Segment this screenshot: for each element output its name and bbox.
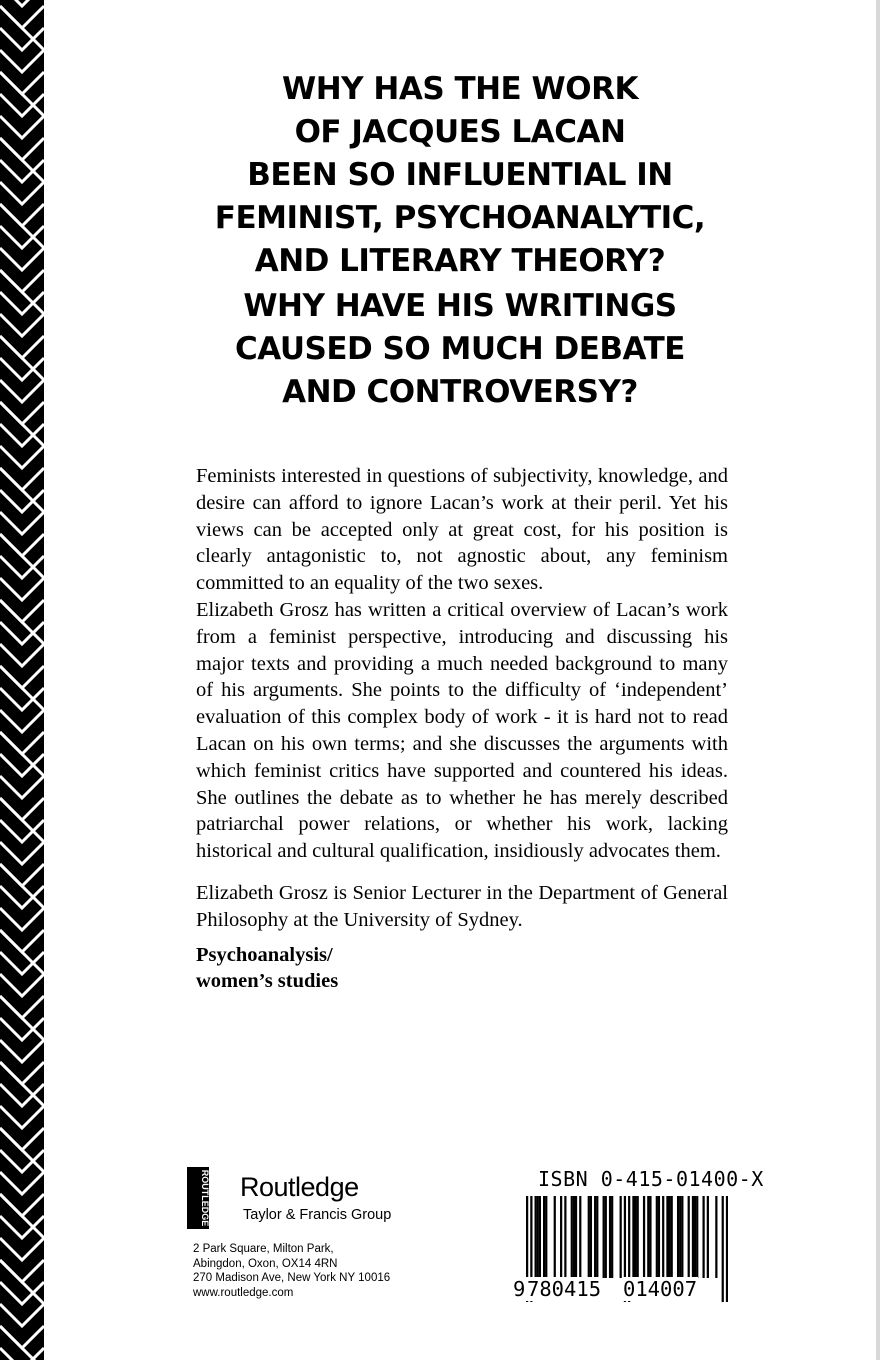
barcode-bar <box>702 1196 704 1278</box>
barcode-bar <box>722 1196 724 1302</box>
barcode-bar <box>554 1196 556 1278</box>
headline-line: OF JACQUES LACAN <box>294 114 626 150</box>
barcode-bar <box>571 1196 573 1278</box>
routledge-logo-icon <box>186 1167 210 1229</box>
barcode-bar <box>688 1196 690 1278</box>
blurb-paragraph-overview: Elizabeth Grosz has written a critical overview of Lacan’s work from a feminist perspective, introducing and discussing his major texts and providing a much needed background to many of his arguments. She points to the difficulty of ‘independent’ evaluation of this complex body of work - it is hard not to read Lacan on his own terms; and she discusses the arguments with which feminist critics have supported and countered his ideas. She outlines the debate as to whether he has merely described patriarchal power relations, or whether his work, lacking historical and cultural qualification, insidiously advocates them. <box>196 599 728 863</box>
barcode-bar <box>620 1196 622 1278</box>
barcode-bar <box>679 1196 681 1278</box>
barcode-bar <box>579 1196 581 1278</box>
headline-question-controversy <box>150 285 770 414</box>
barcode-bar <box>543 1196 545 1278</box>
barcode-bar <box>590 1196 592 1278</box>
barcode-bar <box>594 1196 596 1278</box>
headline-question-influence <box>150 68 770 283</box>
barcode-bar <box>605 1196 607 1278</box>
barcode-bar <box>632 1196 634 1278</box>
barcode-first-digit: 9 <box>513 1277 526 1301</box>
subject-line: Psychoanalysis/ <box>196 944 333 966</box>
barcode-bar <box>662 1196 664 1278</box>
headline-line: WHY HAVE HIS WRITINGS <box>243 288 677 324</box>
barcode-bar <box>637 1196 639 1278</box>
barcode-left-digits: 780415 <box>527 1277 602 1301</box>
address-line: Abingdon, Oxon, OX14 4RN <box>193 1257 338 1270</box>
barcode-bar <box>539 1196 541 1278</box>
page-edge <box>876 0 880 1360</box>
subject-line: women’s studies <box>196 970 339 992</box>
barcode-bar <box>588 1196 590 1278</box>
logo-wordmark: ROUTLEDGE <box>200 1169 210 1227</box>
isbn-label: ISBN 0-415-01400-X <box>538 1167 764 1191</box>
barcode-bar <box>603 1196 605 1278</box>
subject-category <box>196 942 596 994</box>
barcode-bar <box>596 1196 598 1278</box>
headline-line: WHY HAS THE WORK <box>282 71 638 107</box>
barcode-bar <box>643 1196 645 1278</box>
author-bio: Elizabeth Grosz is Senior Lecturer in the Department of General Philosophy at the University of Sydney. <box>196 882 728 931</box>
address-line: 2 Park Square, Milton Park, <box>193 1243 334 1255</box>
barcode-bar <box>611 1196 613 1278</box>
barcode-bar <box>609 1196 611 1278</box>
barcode-bar <box>537 1196 539 1278</box>
barcode-bar <box>656 1196 658 1278</box>
barcode-bar <box>535 1196 537 1278</box>
barcode-bar <box>647 1196 649 1278</box>
barcode-bar <box>560 1196 562 1278</box>
publisher-address <box>193 1242 390 1300</box>
barcode-bar <box>694 1196 696 1278</box>
barcode-bar <box>715 1196 717 1278</box>
headline-line: CAUSED SO MUCH DEBATE <box>235 331 685 367</box>
barcode-bar <box>668 1196 670 1278</box>
barcode-bar <box>649 1196 651 1278</box>
barcode-bar <box>634 1196 636 1278</box>
barcode-bar <box>671 1196 673 1278</box>
barcode-bar <box>681 1196 683 1278</box>
barcode-right-digits: 014007 <box>623 1277 698 1301</box>
barcode-bar <box>726 1196 728 1302</box>
headline-line: AND CONTROVERSY? <box>282 374 638 410</box>
blurb-paragraph-feminists: Feminists interested in questions of subjectivity, knowledge, and desire can afford to ignore Lacan’s work at their peril. Yet his views can be accepted only at great cost, for his position is clearly antagonistic to, not agnostic about, any feminism committed to an equality of the two sexes. <box>196 465 728 595</box>
barcode-bar <box>696 1196 698 1278</box>
barcode-bar <box>545 1196 547 1278</box>
barcode-bar <box>692 1196 694 1278</box>
publisher-name: Routledge <box>240 1172 359 1202</box>
barcode-bar <box>564 1196 566 1278</box>
spine-lattice-pattern <box>0 0 44 1360</box>
barcode-bar <box>677 1196 679 1278</box>
barcode-bar <box>707 1196 709 1278</box>
headline-line: BEEN SO INFLUENTIAL IN <box>247 157 673 193</box>
barcode-bar <box>658 1196 660 1278</box>
headline-line: AND LITERARY THEORY? <box>254 243 666 279</box>
publisher-group: Taylor & Francis Group <box>243 1207 392 1223</box>
address-line: 270 Madison Ave, New York NY 10016 <box>193 1272 391 1284</box>
barcode-bar <box>573 1196 575 1278</box>
headline-line: FEMINIST, PSYCHOANALYTIC, <box>214 200 706 236</box>
publisher-website: www.routledge.com <box>193 1286 294 1299</box>
barcode-bar <box>666 1196 668 1278</box>
barcode-bar <box>575 1196 577 1278</box>
